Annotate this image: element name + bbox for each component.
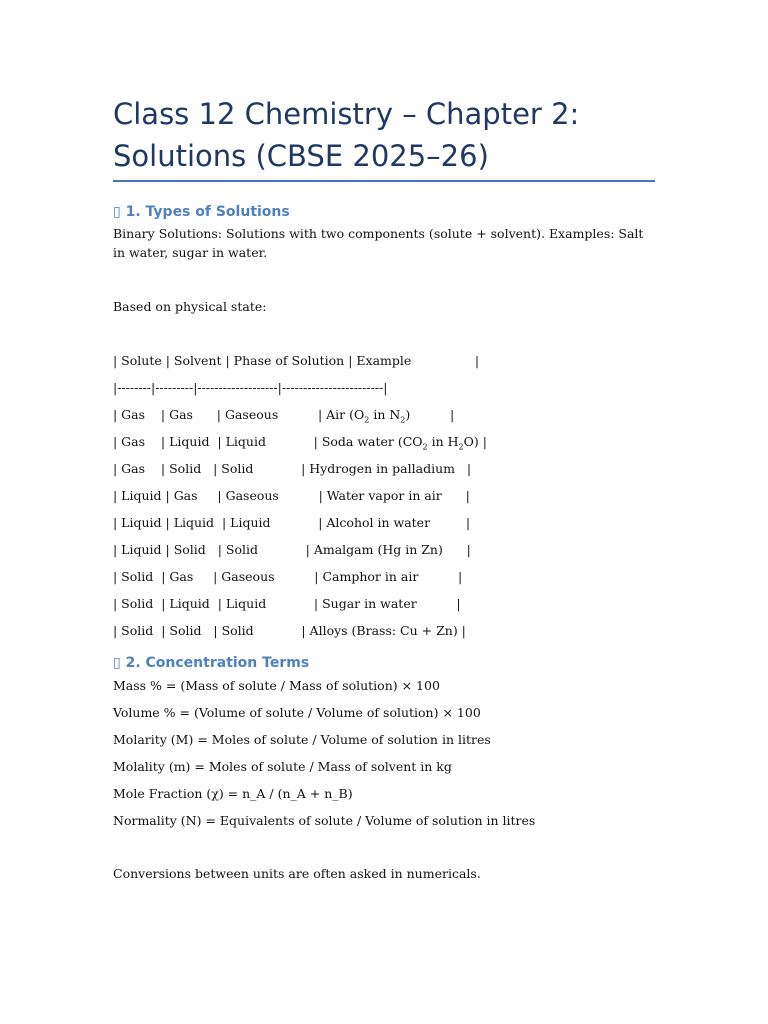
table-row: | Gas | Solid | Solid | Hydrogen in palladium | <box>113 461 472 476</box>
concentration-term: Volume % = (Volume of solute / Volume of solution) × 100 <box>113 705 481 720</box>
section-heading-label: 1. Types of Solutions <box>125 204 290 220</box>
physical-state-intro: Based on physical state: <box>113 299 267 314</box>
table-row: | Liquid | Gas | Gaseous | Water vapor in air | <box>113 488 470 503</box>
table-row: | Gas | Gas | Gaseous | Air ($O_2$ in $N_2$) | <box>113 407 455 425</box>
table-header-row: | Solute | Solvent | Phase of Solution | Example | <box>113 353 480 368</box>
section-heading-label: 2. Concentration Terms <box>125 655 310 671</box>
table-row: | Liquid | Liquid | Liquid | Alcohol in water | <box>113 515 471 530</box>
table-row: | Solid | Liquid | Liquid | Sugar in water | <box>113 596 461 611</box>
conversions-note: Conversions between units are often asked in numericals. <box>113 866 481 881</box>
page-title: Class 12 Chemistry – Chapter 2: Solutions (CBSE 2025–26) <box>113 97 580 173</box>
binary-solutions-paragraph: Binary Solutions: Solutions with two components (solute + solvent). Examples: Salt in water, sugar in water. <box>113 226 644 260</box>
concentration-term: Normality (N) = Equivalents of solute / Volume of solution in litres <box>113 813 536 828</box>
title-underline <box>113 180 655 182</box>
missing-glyph-icon: ▯ <box>113 204 121 220</box>
concentration-term: Mole Fraction (χ) = n_A / (n_A + n_B) <box>113 786 353 801</box>
concentration-term: Molality (m) = Moles of solute / Mass of solvent in kg <box>113 759 452 774</box>
table-separator-row: |--------|---------|-------------------|------------------------| <box>113 380 388 395</box>
section-heading-types <box>113 202 290 222</box>
table-row: | Solid | Gas | Gaseous | Camphor in air | <box>113 569 463 584</box>
table-row: | Gas | Liquid | Liquid | Soda water ($CO_2$ in $H_2O$) | <box>113 434 487 452</box>
table-row: | Solid | Solid | Solid | Alloys (Brass: Cu + Zn) | <box>113 623 466 638</box>
table-row: | Liquid | Solid | Solid | Amalgam (Hg in Zn) | <box>113 542 471 557</box>
missing-glyph-icon: ▯ <box>113 655 121 671</box>
section-heading-concentration <box>113 653 309 673</box>
concentration-term: Molarity (M) = Moles of solute / Volume of solution in litres <box>113 732 491 747</box>
concentration-term: Mass % = (Mass of solute / Mass of solution) × 100 <box>113 678 440 693</box>
